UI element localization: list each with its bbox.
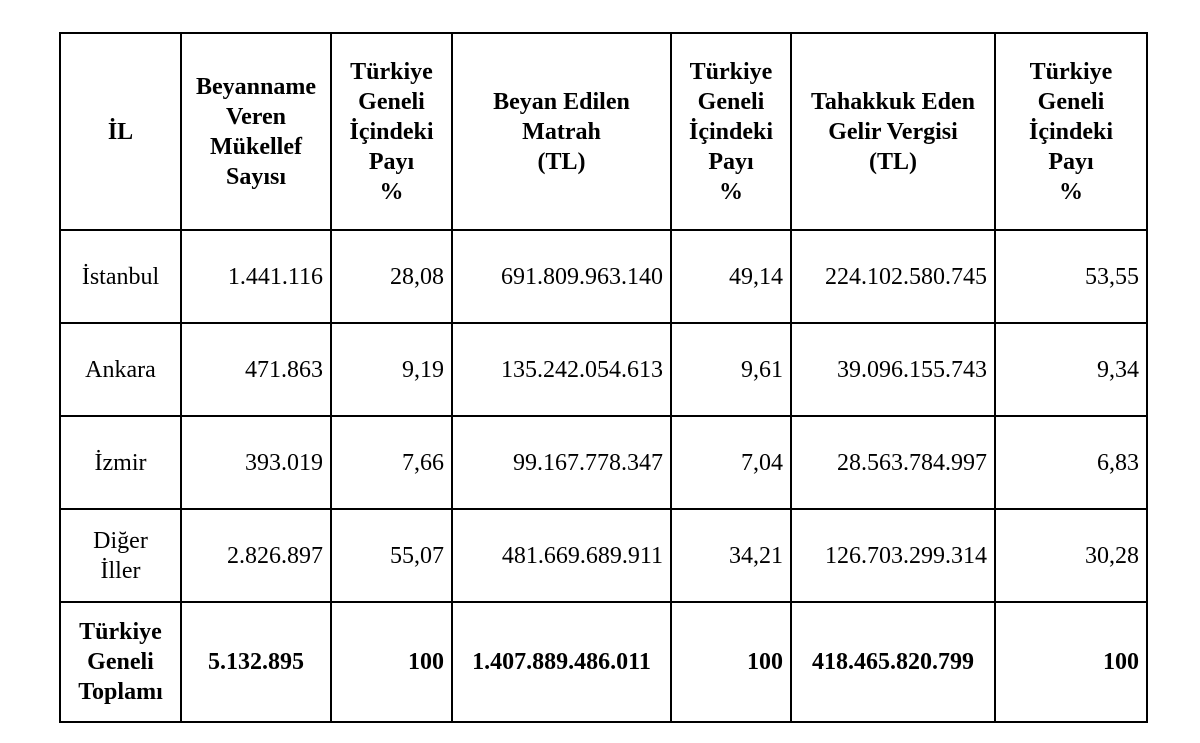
row-mukellef-pay: 7,66 [331,416,452,509]
table-total-row [60,602,1147,722]
row-vergi-pay: 53,55 [995,230,1147,323]
header-tahakkuk-eden-gelir-vergisi: Tahakkuk Eden Gelir Vergisi (TL) [791,33,995,230]
header-il: İL [60,33,181,230]
header-matrah-payi: Türkiye Geneli İçindeki Payı % [671,33,791,230]
row-mukellef-pay: 9,19 [331,323,452,416]
row-vergi-pay: 6,83 [995,416,1147,509]
row-vergi-pay: 9,34 [995,323,1147,416]
row-vergi-pay: 30,28 [995,509,1147,602]
row-mukellef: 2.826.897 [181,509,331,602]
total-vergi: 418.465.820.799 [791,602,995,722]
table-row [60,230,1147,323]
income-tax-table [59,32,1148,723]
header-mukellef-payi: Türkiye Geneli İçindeki Payı % [331,33,452,230]
row-vergi: 224.102.580.745 [791,230,995,323]
total-il: Türkiye Geneli Toplamı [60,602,181,722]
row-matrah-pay: 49,14 [671,230,791,323]
row-matrah-pay: 34,21 [671,509,791,602]
row-il: İstanbul [60,230,181,323]
table-row [60,416,1147,509]
row-il: Ankara [60,323,181,416]
table-header-row [60,33,1147,230]
total-mukellef: 5.132.895 [181,602,331,722]
row-matrah-pay: 9,61 [671,323,791,416]
header-vergi-payi: Türkiye Geneli İçindeki Payı % [995,33,1147,230]
row-mukellef-pay: 55,07 [331,509,452,602]
total-vergi-pay: 100 [995,602,1147,722]
row-matrah: 481.669.689.911 [452,509,671,602]
row-mukellef: 393.019 [181,416,331,509]
row-matrah: 135.242.054.613 [452,323,671,416]
row-matrah: 691.809.963.140 [452,230,671,323]
total-matrah: 1.407.889.486.011 [452,602,671,722]
header-mukellef-sayisi: Beyanname Veren Mükellef Sayısı [181,33,331,230]
row-il: İzmir [60,416,181,509]
total-matrah-pay: 100 [671,602,791,722]
row-mukellef: 1.441.116 [181,230,331,323]
row-vergi: 28.563.784.997 [791,416,995,509]
row-matrah-pay: 7,04 [671,416,791,509]
row-vergi: 126.703.299.314 [791,509,995,602]
table-row [60,509,1147,602]
row-vergi: 39.096.155.743 [791,323,995,416]
header-beyan-edilen-matrah: Beyan Edilen Matrah (TL) [452,33,671,230]
row-matrah: 99.167.778.347 [452,416,671,509]
row-il: Diğer İller [60,509,181,602]
table-row [60,323,1147,416]
total-mukellef-pay: 100 [331,602,452,722]
row-mukellef-pay: 28,08 [331,230,452,323]
row-mukellef: 471.863 [181,323,331,416]
